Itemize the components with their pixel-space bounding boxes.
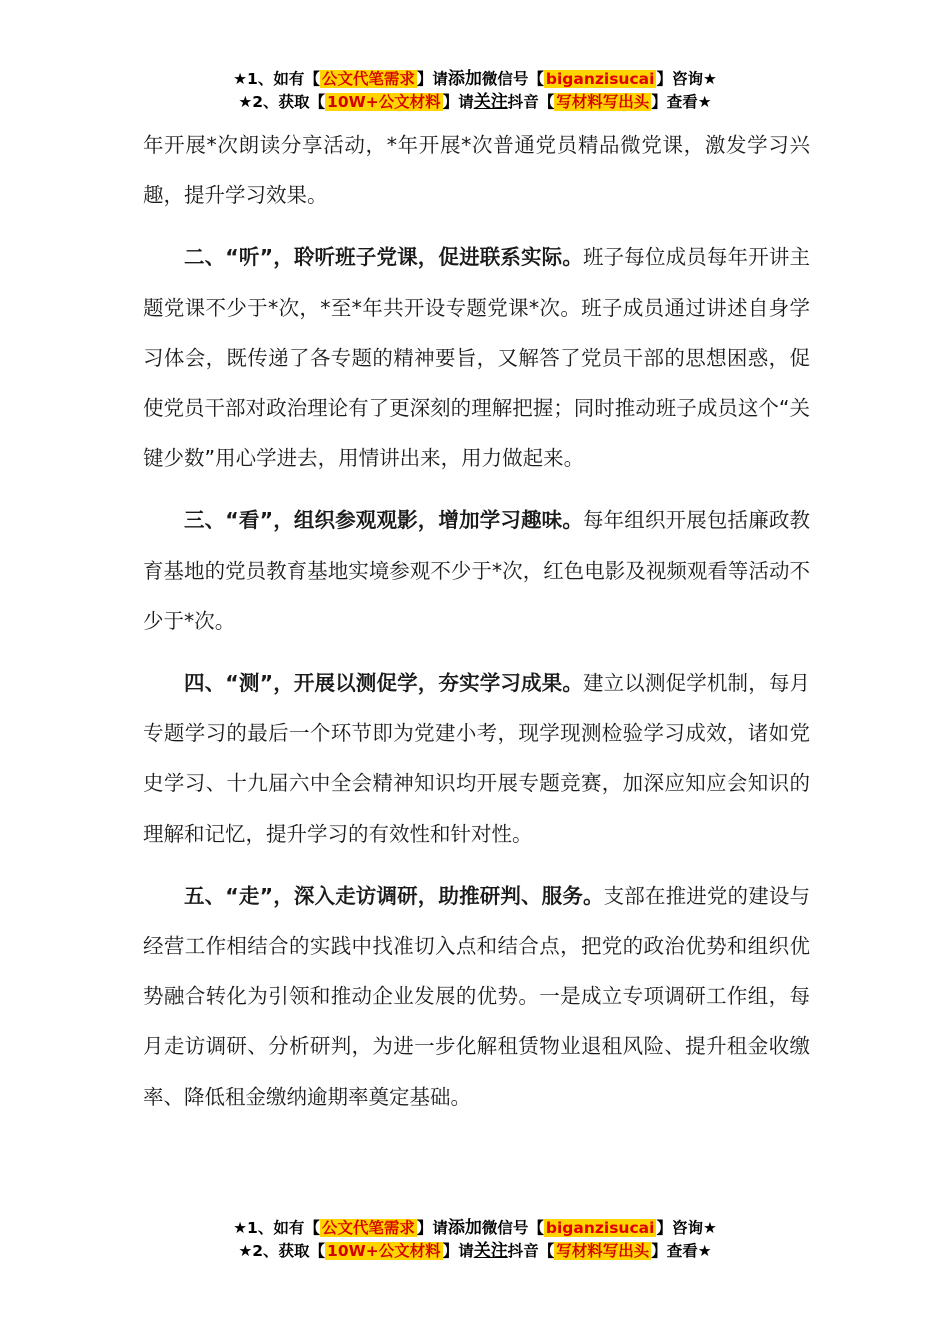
service-highlight: 公文代笔需求 [321,1219,415,1237]
banner-line-2: ★2、获取【 10W+公文材料 】请关注抖音【 写材料写出头 】查看★ [238,1241,712,1261]
paragraph-test: 四、“测”，开展以测促学，夯实学习成果。建立以测促学机制，每月专题学习的最后一个环节即为党建小考，现学现测检验学习成效，诸如党史学习、十九届六中全会精神知识均开展专题竞赛，加深应知应会知识的理解和记忆，提升学习的有效性和针对性。 [143,671,810,846]
wechat-id-highlight: biganzisucai [545,70,655,88]
paragraph-heading: 五、“走”，深入走访调研，助推研判、服务。 [184,883,604,908]
banner-line-2: ★2、获取【 10W+公文材料 】请关注抖音【 写材料写出头 】查看★ [238,92,712,112]
banner-line-1: ★1、如有【 公文代笔需求 】请添加微信号【 biganzisucai 】咨询★ [233,1218,717,1238]
paragraph-heading: 二、“听”，聆听班子党课，促进联系实际。 [184,245,583,270]
materials-highlight: 10W+公文材料 [327,1242,441,1260]
top-banner [0,68,950,114]
paragraph-heading: 四、“测”，开展以测促学，夯实学习成果。 [184,671,583,696]
paragraph-visit: 五、“走”，深入走访调研，助推研判、服务。支部在推进党的建设与经营工作相结合的实践中找准切入点和结合点，把党的政治优势和组织优势融合转化为引领和推动企业发展的优势。一是成立专项调研工作组，每月走访调研、分析研判，为进一步化解租赁物业退租风险、提升租金收缴率、降低租金缴纳逾期率奠定基础。 [143,883,811,1109]
paragraph-watch: 三、“看”，组织参观观影，增加学习趣味。每年组织开展包括廉政教育基地的党员教育基地实境参观不少于*次，红色电影及视频观看等活动不少于*次。 [143,508,810,633]
douyin-account-highlight: 写材料写出头 [556,1242,650,1260]
service-highlight: 公文代笔需求 [321,70,415,88]
douyin-account-highlight: 写材料写出头 [556,93,650,111]
paragraph-continuation: 年开展*次朗读分享活动，*年开展*次普通党员精品微党课，激发学习兴趣，提升学习效果。 [143,133,810,208]
bottom-banner [0,1217,950,1263]
wechat-id-highlight: biganzisucai [545,1219,655,1237]
materials-highlight: 10W+公文材料 [327,93,441,111]
paragraph-heading: 三、“看”，组织参观观影，增加学习趣味。 [184,508,583,533]
paragraph-listen: 二、“听”，聆听班子党课，促进联系实际。班子每位成员每年开讲主题党课不少于*次，*至*年共开设专题党课*次。班子成员通过讲述自身学习体会，既传递了各专题的精神要旨，又解答了党员干部的思想困惑，促使党员干部对政治理论有了更深刻的理解把握；同时推动班子成员这个“关键少数”用心学进去，用情讲出来，用力做起来。 [143,245,810,471]
document-body [143,120,810,1122]
banner-line-1: ★1、如有【 公文代笔需求 】请添加微信号【 biganzisucai 】咨询★ [233,69,717,89]
